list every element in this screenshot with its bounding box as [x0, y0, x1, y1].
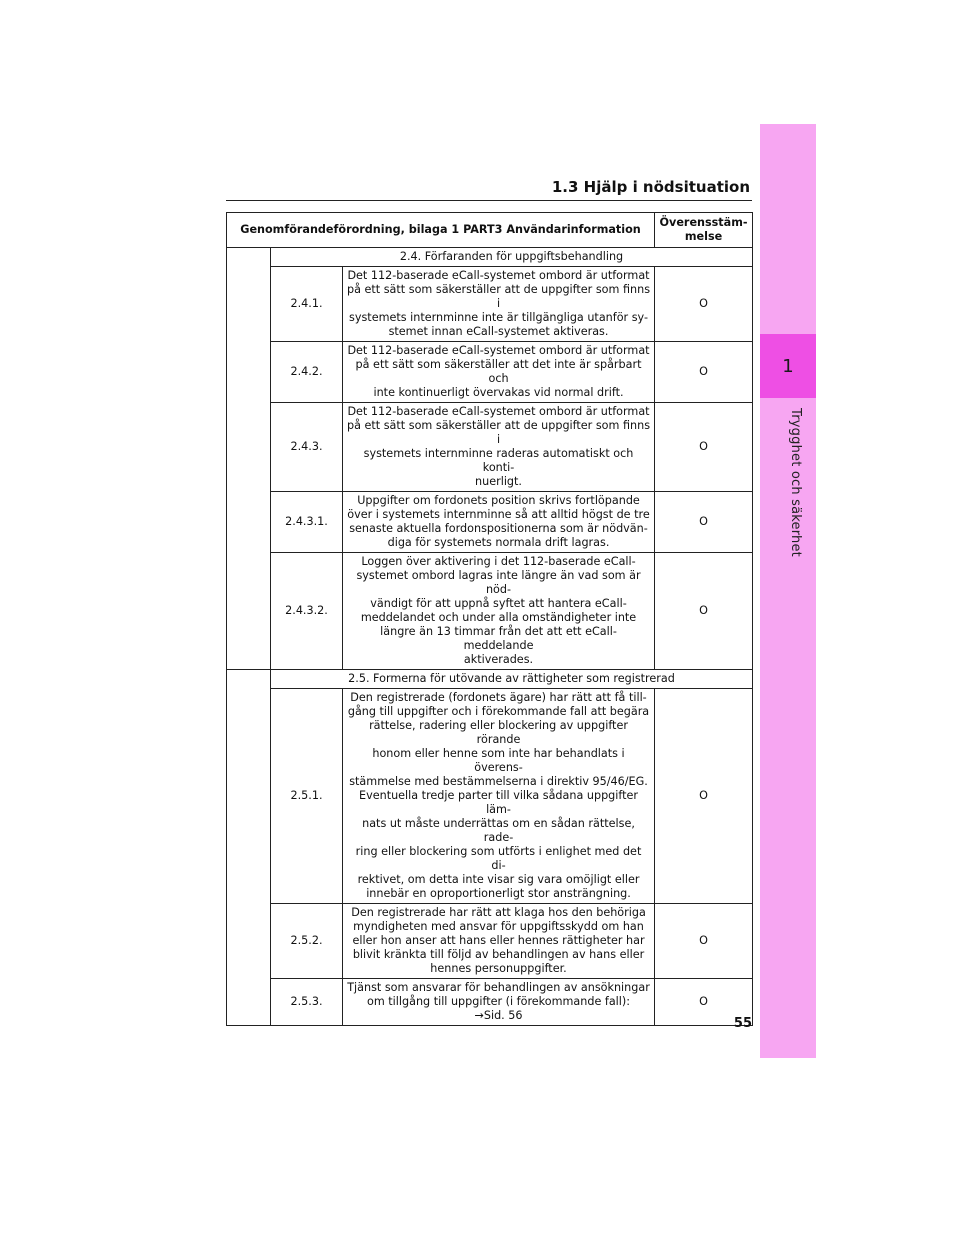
row-compliance-mark: O: [655, 492, 753, 553]
row-compliance-mark: O: [655, 904, 753, 979]
row-id: 2.4.1.: [271, 267, 343, 342]
user-information-table: [226, 212, 753, 1026]
row-id: 2.4.3.1.: [271, 492, 343, 553]
row-compliance-mark: O: [655, 342, 753, 403]
row-compliance-mark: O: [655, 553, 753, 670]
group-header-row: [227, 248, 753, 267]
column-header-compliance: Överensstäm- melse: [655, 213, 753, 248]
row-id: 2.4.3.: [271, 403, 343, 492]
row-description: Det 112-baserade eCall-systemet ombord är utformat på ett sätt som säkerställer att de uppgifter som finns i systemets internminne raderas automatiskt och konti- nuerligt.: [343, 403, 655, 492]
row-description: Den registrerade har rätt att klaga hos den behöriga myndigheten med ansvar för uppgiftsskydd om han eller hon anser att hans eller hennes rättigheter har blivit kränkta till följd av behandlingen av hans eller hennes personuppgifter.: [343, 904, 655, 979]
table-row: [227, 267, 753, 342]
chapter-title-vertical: Trygghet och säkerhet: [788, 408, 803, 557]
table-body: [227, 248, 753, 1026]
table-header-row: [227, 213, 753, 248]
row-id: 2.4.3.2.: [271, 553, 343, 670]
row-id: 2.5.3.: [271, 979, 343, 1026]
row-description: Loggen över aktivering i det 112-baserade eCall- systemet ombord lagras inte längre än vad som är nöd- vändigt för att uppnå syftet att hantera eCall- meddelandet och under alla omständigheter inte längre än 13 timmar från det att ett eCall-meddelande aktiverades.: [343, 553, 655, 670]
table-row: [227, 553, 753, 670]
group-title: 2.5. Formerna för utövande av rättigheter som registrerad: [271, 670, 753, 689]
table-row: [227, 979, 753, 1026]
table-row: [227, 492, 753, 553]
chapter-number-badge: 1: [760, 334, 816, 398]
row-compliance-mark: O: [655, 403, 753, 492]
group-header-row: [227, 670, 753, 689]
row-id: 2.4.2.: [271, 342, 343, 403]
table-row: [227, 403, 753, 492]
table-row: [227, 342, 753, 403]
row-description: Den registrerade (fordonets ägare) har rätt att få till- gång till uppgifter och i förekommande fall att begära rättelse, radering eller blockering av uppgifter rörande honom eller henne som inte har behandlats i överens- stämmelse med bestämmelserna i direktiv 95/46/EG. Eventuella tredje parter till vilka sådana uppgifter läm- nats ut måste underrättas om en sådan rättelse, rade- ring eller blockering som utförts i enlighet med det di- rektivet, om detta inte visar sig vara omöjligt eller innebär en oproportionerligt stor ansträngning.: [343, 689, 655, 904]
row-description: Det 112-baserade eCall-systemet ombord är utformat på ett sätt som säkerställer att det inte är spårbart och inte kontinuerligt övervakas vid normal drift.: [343, 342, 655, 403]
table-row: [227, 904, 753, 979]
group-title: 2.4. Förfaranden för uppgiftsbehandling: [271, 248, 753, 267]
row-compliance-mark: O: [655, 267, 753, 342]
group-blank-cell: [227, 248, 271, 670]
row-compliance-mark: O: [655, 979, 753, 1026]
column-header-regulation: Genomförandeförordning, bilaga 1 PART3 Användarinformation: [227, 213, 655, 248]
group-blank-cell: [227, 670, 271, 1026]
page-number: 55: [733, 1016, 752, 1031]
header-divider: [226, 200, 752, 201]
row-description: Det 112-baserade eCall-systemet ombord är utformat på ett sätt som säkerställer att de uppgifter som finns i systemets internminne inte är tillgängliga utanför sy- stemet innan eCall-systemet aktiveras.: [343, 267, 655, 342]
section-title: 1.3 Hjälp i nödsituation: [551, 178, 750, 196]
row-description: Tjänst som ansvarar för behandlingen av ansökningar om tillgång till uppgifter (i förekommande fall): →Sid. 56: [343, 979, 655, 1026]
row-id: 2.5.1.: [271, 689, 343, 904]
row-compliance-mark: O: [655, 689, 753, 904]
row-id: 2.5.2.: [271, 904, 343, 979]
row-description: Uppgifter om fordonets position skrivs fortlöpande över i systemets internminne så att alltid högst de tre senaste aktuella fordonspositionerna som är nödvän- diga för systemets normala drift lagras.: [343, 492, 655, 553]
table-row: [227, 689, 753, 904]
